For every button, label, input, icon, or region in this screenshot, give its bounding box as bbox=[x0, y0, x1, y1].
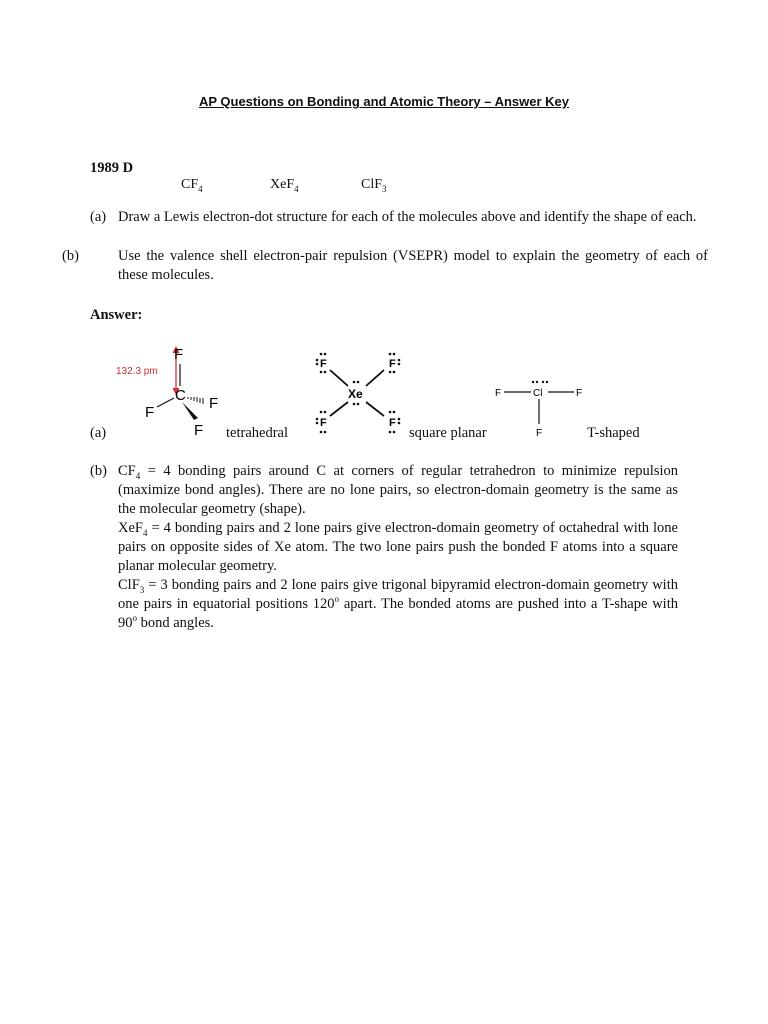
question-part-a bbox=[90, 208, 708, 227]
atom-f-left: F bbox=[145, 404, 155, 421]
cf4-shape-label: tetrahedral bbox=[226, 425, 288, 441]
part-text: Draw a Lewis electron-dot structure for each of the molecules above and identify the shape of each. bbox=[118, 209, 697, 225]
atom-f-bottom: F bbox=[536, 428, 543, 439]
molecule-sub: 4 bbox=[294, 183, 299, 194]
bond-length-label: 132.3 pm bbox=[116, 366, 158, 377]
molecule-base: ClF bbox=[361, 177, 383, 192]
atom-f-top-left: F bbox=[320, 358, 327, 370]
explanation-text: = 3 bonding pairs and 2 lone pairs give trigonal bipyramid electron-domain geometry with one pairs in equatorial positions 120 bbox=[118, 577, 678, 612]
answer-heading: Answer: bbox=[90, 307, 143, 323]
degree-mark: o bbox=[132, 613, 137, 624]
clf3-shape-label: T-shaped bbox=[587, 425, 640, 441]
formula-sub: 4 bbox=[135, 470, 141, 481]
answer-part-a-label: (a) bbox=[90, 425, 107, 441]
molecule-cf4 bbox=[181, 177, 203, 193]
xef4-shape-label: square planar bbox=[409, 425, 487, 441]
atom-cl: Cl bbox=[533, 388, 543, 399]
formula-base: XeF bbox=[118, 520, 143, 536]
molecule-base: XeF bbox=[270, 177, 295, 192]
formula-base: CF bbox=[118, 463, 136, 479]
molecule-xef4 bbox=[270, 177, 299, 193]
part-text: Use the valence shell electron-pair repulsion (VSEPR) model to explain the geometry of each of these molecules. bbox=[118, 248, 708, 283]
atom-f-bottom: F bbox=[194, 422, 204, 439]
question-part-b bbox=[62, 247, 708, 285]
molecule-base: CF bbox=[181, 177, 199, 192]
clf3-lewis-diagram bbox=[490, 376, 590, 442]
page-title: AP Questions on Bonding and Atomic Theory – Answer Key bbox=[198, 94, 570, 109]
answer-part-b-label: (b) bbox=[90, 463, 107, 479]
atom-f-left: F bbox=[495, 388, 502, 399]
part-label: (a) bbox=[90, 209, 107, 225]
formula-sub: 4 bbox=[142, 527, 148, 538]
molecule-sub: 4 bbox=[198, 183, 203, 194]
part-label: (b) bbox=[62, 248, 79, 264]
atom-f-top-right: F bbox=[389, 358, 396, 370]
xef4-lewis-diagram bbox=[310, 346, 410, 438]
atom-f-right: F bbox=[576, 388, 583, 399]
xef4-explanation bbox=[118, 519, 678, 576]
cf4-lewis-diagram bbox=[110, 342, 230, 440]
clf3-explanation bbox=[118, 576, 678, 633]
explanation-text: = 4 bonding pairs and 2 lone pairs give electron-domain geometry of octahedral with lone pairs on opposite sides of Xe atom. The two lone pairs push the bonded F atoms into a square planar molecular geometry. bbox=[118, 520, 678, 574]
explanation-text: = 4 bonding pairs around C at corners of regular tetrahedron to minimize repulsion (maximize bond angles). There are no lone pairs, so electron-domain geometry is the same as the molecular geometry (shape). bbox=[118, 463, 678, 517]
atom-c: C bbox=[175, 387, 186, 404]
atom-f-top: F bbox=[174, 346, 184, 363]
answer-part-b-body bbox=[118, 462, 678, 633]
formula-sub: 3 bbox=[139, 584, 145, 595]
explanation-text: apart. The bonded atoms are pushed into a T-shape with 90 bbox=[118, 596, 678, 631]
explanation-text: bond angles. bbox=[137, 615, 214, 631]
question-year: 1989 D bbox=[90, 160, 134, 176]
atom-f-right: F bbox=[209, 395, 219, 412]
atom-f-bottom-left: F bbox=[320, 417, 327, 429]
formula-base: ClF bbox=[118, 577, 140, 593]
atom-xe: Xe bbox=[348, 387, 363, 401]
molecule-sub: 3 bbox=[382, 183, 387, 194]
atom-f-bottom-right: F bbox=[389, 417, 396, 429]
cf4-explanation bbox=[118, 462, 678, 519]
molecule-clf3 bbox=[361, 177, 387, 193]
degree-mark: o bbox=[334, 594, 340, 605]
